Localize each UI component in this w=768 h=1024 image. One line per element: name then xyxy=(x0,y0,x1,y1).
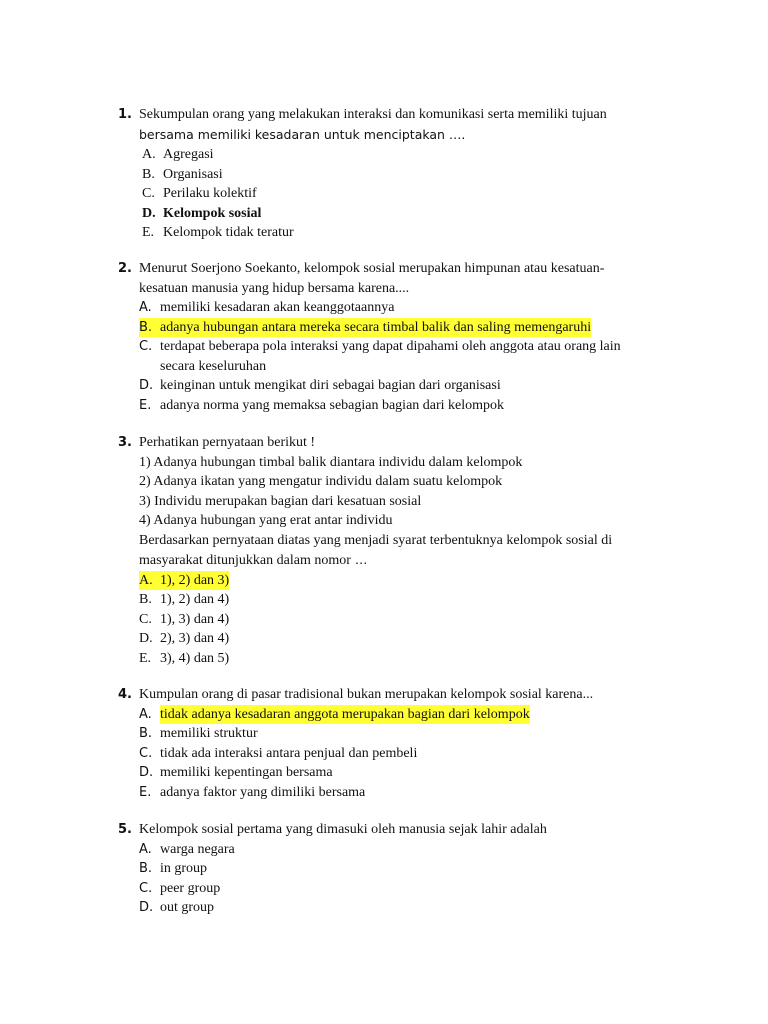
statement-1: 1) Adanya hubungan timbal balik diantara individu dalam kelompok xyxy=(139,454,523,470)
statement-2: 2) Adanya ikatan yang mengatur individu dalam suatu kelompok xyxy=(139,474,503,489)
question-stem xyxy=(139,820,674,840)
option-text: 1), 2) dan 4) xyxy=(160,592,230,607)
question-number: 1. xyxy=(118,107,132,122)
option-letter: B. xyxy=(139,318,160,338)
highlight-span xyxy=(139,571,229,591)
option-e xyxy=(139,396,674,416)
question-stem xyxy=(139,685,674,705)
option-e xyxy=(139,649,674,669)
stem-line: Berdasarkan pernyataan diatas yang menjadi syarat terbentuknya kelompok sosial di xyxy=(139,532,613,548)
question-3 xyxy=(118,433,674,668)
option-text: memiliki kesadaran akan keanggotaannya xyxy=(160,300,395,315)
option-letter: E. xyxy=(139,650,152,666)
option-letter: D. xyxy=(142,205,156,221)
option-letter: C. xyxy=(139,611,152,627)
stem-line xyxy=(139,125,674,146)
option-d xyxy=(139,376,674,396)
option-b xyxy=(142,165,674,185)
option-a-answer xyxy=(139,705,674,725)
stem-text: bersama memiliki kesadaran untuk menciptakan xyxy=(139,126,445,142)
option-text: out group xyxy=(160,900,215,915)
option-d xyxy=(139,629,674,649)
option-letter: B. xyxy=(139,726,153,741)
question-number: 2. xyxy=(118,261,132,276)
statement-3: 3) Individu merupakan bagian dari kesatuan sosial xyxy=(139,493,422,509)
stem-ellipsis: …. xyxy=(444,126,466,142)
option-text-highlighted: tidak adanya kesadaran anggota merupakan bagian dari kelompok xyxy=(160,705,530,725)
question-1 xyxy=(118,105,674,243)
stem-line: Perhatikan pernyataan berikut ! xyxy=(139,435,316,450)
option-a xyxy=(142,145,674,165)
option-text: Kelompok sosial xyxy=(163,205,262,221)
option-c xyxy=(139,337,674,357)
option-c xyxy=(139,610,674,630)
option-letter: D. xyxy=(139,378,154,393)
option-b xyxy=(139,859,674,879)
option-letter: A. xyxy=(139,706,152,722)
option-c-continuation: secara keseluruhan xyxy=(160,358,267,374)
option-a xyxy=(139,840,674,860)
option-letter: A. xyxy=(142,147,156,162)
option-text: 3), 4) dan 5) xyxy=(160,650,230,666)
option-b-answer xyxy=(139,318,674,338)
option-d xyxy=(139,763,674,783)
option-text: Perilaku kolektif xyxy=(163,186,257,201)
option-a-answer xyxy=(139,571,674,591)
stem-ellipsis: … xyxy=(350,552,368,567)
option-letter: A. xyxy=(139,300,152,315)
option-letter: D. xyxy=(139,765,154,780)
question-stem xyxy=(139,433,674,453)
option-text: Kelompok tidak teratur xyxy=(163,225,294,240)
option-b xyxy=(139,590,674,610)
question-number: 3. xyxy=(118,435,132,450)
option-text: terdapat beberapa pola interaksi yang dapat dipahami oleh anggota atau orang lain xyxy=(160,339,621,354)
option-letter: D. xyxy=(139,631,153,646)
option-letter: E. xyxy=(139,397,152,413)
question-number: 5. xyxy=(118,822,132,837)
option-text: tidak ada interaksi antara penjual dan pembeli xyxy=(160,745,418,761)
question-5 xyxy=(118,820,674,918)
stem-text: masyarakat ditunjukkan dalam nomor xyxy=(139,553,351,568)
option-text-highlighted: adanya hubungan antara mereka secara timbal balik dan saling memengaruhi xyxy=(160,318,591,338)
question-2 xyxy=(118,259,674,415)
option-text: peer group xyxy=(160,880,221,896)
option-letter: B. xyxy=(139,592,152,607)
option-text: Organisasi xyxy=(163,166,223,182)
option-letter: E. xyxy=(142,225,155,240)
option-letter: E. xyxy=(139,784,152,800)
option-letter: D. xyxy=(139,900,154,915)
option-c xyxy=(139,879,674,899)
stem-line: Kelompok sosial pertama yang dimasuki oleh manusia sejak lahir adalah xyxy=(139,822,547,837)
option-text-highlighted: 1), 2) dan 3) xyxy=(160,572,230,588)
stem-line xyxy=(139,550,674,571)
option-text: warga negara xyxy=(160,841,235,857)
option-e xyxy=(142,223,674,243)
option-d-answer xyxy=(142,204,674,224)
option-text: Agregasi xyxy=(163,147,214,162)
question-stem xyxy=(139,105,674,145)
option-a xyxy=(139,298,674,318)
stem-line: Menurut Soerjono Soekanto, kelompok sosial merupakan himpunan atau kesatuan- xyxy=(139,261,605,276)
option-text: adanya faktor yang dimiliki bersama xyxy=(160,784,366,800)
option-text: memiliki struktur xyxy=(160,726,258,741)
stem-line: Kumpulan orang di pasar tradisional bukan merupakan kelompok sosial karena... xyxy=(139,687,594,702)
option-text: 1), 3) dan 4) xyxy=(160,611,230,627)
option-letter: B. xyxy=(139,861,153,876)
option-text: memiliki kepentingan bersama xyxy=(160,765,333,780)
statement-4: 4) Adanya hubungan yang erat antar individu xyxy=(139,513,393,528)
option-letter: C. xyxy=(139,880,153,896)
stem-line: kesatuan manusia yang hidup bersama karena.... xyxy=(139,280,410,296)
option-c xyxy=(139,744,674,764)
option-b xyxy=(139,724,674,744)
option-letter: A. xyxy=(139,841,152,857)
option-letter: C. xyxy=(139,339,153,354)
question-stem xyxy=(139,259,674,298)
question-number: 4. xyxy=(118,687,132,702)
question-4 xyxy=(118,685,674,802)
option-letter: C. xyxy=(142,186,155,201)
option-c xyxy=(142,184,674,204)
option-letter: B. xyxy=(142,166,155,182)
question-stem-continued xyxy=(139,531,674,571)
option-text: in group xyxy=(160,861,208,876)
option-text: 2), 3) dan 4) xyxy=(160,631,230,646)
option-text: adanya norma yang memaksa sebagian bagian dari kelompok xyxy=(160,397,505,413)
option-letter: A. xyxy=(139,572,153,588)
stem-line: Sekumpulan orang yang melakukan interaksi dan komunikasi serta memiliki tujuan xyxy=(139,107,607,122)
option-text: keinginan untuk mengikat diri sebagai bagian dari organisasi xyxy=(160,378,501,393)
option-e xyxy=(139,783,674,803)
option-d xyxy=(139,898,674,918)
option-letter: C. xyxy=(139,745,153,761)
